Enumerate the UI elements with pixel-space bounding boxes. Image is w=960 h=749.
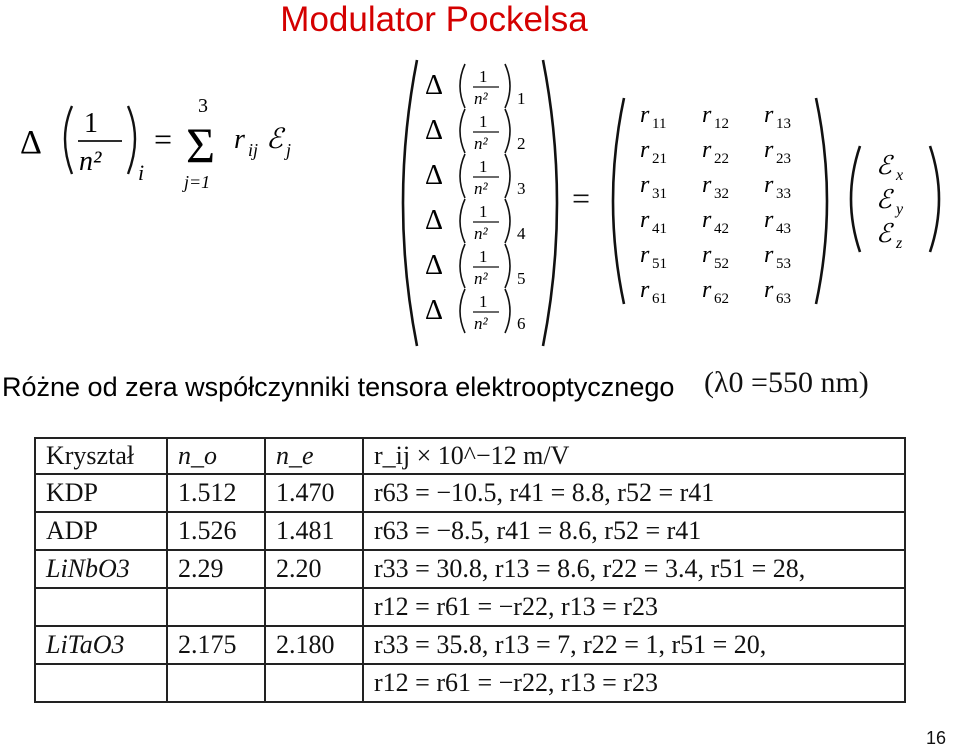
table-cell-rel: r12 = r61 = −r22, r13 = r23: [363, 588, 905, 626]
sum-symbol: Σ: [186, 117, 216, 173]
matrix-entry-r: r: [764, 242, 774, 268]
matrix-entry-index: 42: [714, 221, 729, 237]
matrix-entry-index: 61: [652, 291, 667, 306]
vector-delta: Δ: [425, 160, 444, 191]
matrix-entry-r: r: [702, 102, 712, 128]
table-cell-no: 2.29: [167, 550, 265, 588]
table-row: [35, 474, 905, 512]
table-cell-ne: 1.481: [265, 512, 363, 550]
matrix-entry-r: r: [764, 172, 774, 198]
vector-numerator: 1: [479, 157, 488, 176]
matrix-entry-r: r: [640, 102, 650, 128]
vector-index: 6: [517, 314, 526, 333]
vector-delta: Δ: [425, 250, 444, 281]
matrix-entry-index: 41: [652, 221, 667, 237]
page-number: 16: [925, 728, 946, 748]
vector-paren-right: [505, 64, 510, 108]
vector-paren-left: [460, 64, 465, 108]
matrix-entry-r: r: [764, 277, 774, 303]
table-row: [35, 550, 905, 588]
subscript-i: i: [138, 160, 145, 185]
vector-delta: Δ: [425, 115, 444, 146]
field-entry: ℰ: [876, 219, 892, 248]
vector-index: 3: [517, 179, 526, 198]
matrix-entry-r: r: [764, 207, 774, 233]
table-row: [35, 626, 905, 664]
matrix-entry-index: 11: [652, 116, 667, 132]
vector-denominator: n²: [474, 269, 488, 288]
table-cell-crystal: KDP: [35, 474, 167, 512]
vector-index: 2: [517, 134, 526, 153]
table-cell-rel: r12 = r61 = −r22, r13 = r23: [363, 664, 905, 702]
matrix-entry-r: r: [640, 277, 650, 303]
matrix-entry-r: r: [764, 137, 774, 163]
table-cell-crystal: LiTaO3: [35, 626, 167, 664]
matrix-entry-r: r: [702, 207, 712, 233]
vector-paren-right: [505, 109, 510, 153]
vector-index: 4: [517, 224, 526, 243]
sum-lower-limit: j=1: [184, 172, 211, 192]
fraction-numerator: 1: [84, 108, 98, 139]
table-cell-no: [167, 664, 265, 702]
header-rij: r_ij × 10^−12 m/V: [363, 438, 905, 474]
r-term: r: [234, 124, 245, 155]
vector-paren-left: [460, 244, 465, 288]
vector-paren-right: [505, 199, 510, 243]
pockels-equation: [14, 88, 314, 198]
vector-delta: Δ: [425, 70, 444, 101]
vector-paren-right: [505, 289, 510, 333]
vector-paren-right: [505, 154, 510, 198]
vector-numerator: 1: [479, 292, 488, 311]
table-cell-ne: 2.20: [265, 550, 363, 588]
matrix-entry-index: 51: [652, 256, 667, 272]
vector-paren-left: [460, 154, 465, 198]
field-entry-index: y: [896, 201, 904, 218]
table-cell-crystal: [35, 664, 167, 702]
table-cell-ne: [265, 664, 363, 702]
vector-numerator: 1: [479, 247, 488, 266]
table-cell-no: [167, 588, 265, 626]
matrix-entry-index: 43: [776, 221, 791, 237]
matrix-entry-index: 23: [776, 151, 791, 167]
table-cell-rel: r33 = 35.8, r13 = 7, r22 = 1, r51 = 20,: [363, 626, 905, 664]
vector-delta: Δ: [425, 295, 444, 326]
matrix-entry-index: 62: [714, 291, 729, 306]
field-term-sub: j: [286, 140, 292, 160]
matrix-equals-sign: =: [572, 180, 591, 216]
slide-title: Modulator Pockelsa: [280, 0, 588, 39]
matrix-entry-index: 52: [714, 256, 729, 272]
vector-index: 1: [517, 89, 526, 108]
matrix-entry-r: r: [702, 172, 712, 198]
delta-symbol: Δ: [20, 124, 42, 161]
table-cell-crystal: ADP: [35, 512, 167, 550]
matrix-entry-r: r: [702, 137, 712, 163]
matrix-entry-index: 63: [776, 291, 791, 306]
field-term: ℰ: [266, 124, 283, 155]
matrix-entry-r: r: [640, 242, 650, 268]
r-term-sub: ij: [248, 140, 259, 160]
field-entry-index: x: [896, 167, 904, 184]
matrix-entry-r: r: [764, 102, 774, 128]
vector-denominator: n²: [474, 224, 488, 243]
vector-denominator: n²: [474, 89, 488, 108]
matrix-entry-index: 53: [776, 256, 791, 272]
table-cell-rel: r33 = 30.8, r13 = 8.6, r22 = 3.4, r51 = 28,: [363, 550, 905, 588]
vector-denominator: n²: [474, 179, 488, 198]
field-entry: ℰ: [876, 151, 892, 180]
field-entry-index: z: [896, 235, 903, 252]
matrix-entry-r: r: [640, 172, 650, 198]
vector-denominator: n²: [474, 134, 488, 153]
matrix-entry-r: r: [702, 277, 712, 303]
vector-paren-right: [505, 244, 510, 288]
table-row: [35, 664, 905, 702]
table-cell-rel: r63 = −8.5, r41 = 8.6, r52 = r41: [363, 512, 905, 550]
table-cell-ne: [265, 588, 363, 626]
vector-paren-left: [460, 289, 465, 333]
vector-numerator: 1: [479, 112, 488, 131]
sum-upper-limit: 3: [198, 95, 208, 117]
matrix-entry-index: 33: [776, 186, 791, 202]
matrix-entry-index: 31: [652, 186, 667, 202]
wavelength-note: (λ0 =550 nm): [704, 366, 869, 399]
electrooptic-table: [34, 437, 906, 703]
matrix-entry-index: 13: [776, 116, 791, 132]
subtitle: Różne od zera współczynniki tensora elektrooptycznego: [2, 372, 675, 402]
field-vector: [846, 144, 946, 254]
header-crystal: Kryształ: [35, 438, 167, 474]
matrix-entry-r: r: [702, 242, 712, 268]
table-row: [35, 588, 905, 626]
table-cell-no: 1.512: [167, 474, 265, 512]
vector-paren-left: [460, 109, 465, 153]
table-cell-ne: 2.180: [265, 626, 363, 664]
matrix-entry-r: r: [640, 137, 650, 163]
matrix-entry-index: 12: [714, 116, 729, 132]
header-ne: n_e: [265, 438, 363, 474]
vector-numerator: 1: [479, 202, 488, 221]
matrix-entry-r: r: [640, 207, 650, 233]
table-cell-crystal: [35, 588, 167, 626]
table-cell-ne: 1.470: [265, 474, 363, 512]
table-cell-no: 1.526: [167, 512, 265, 550]
table-header-row: [35, 438, 905, 474]
vector-paren-left: [460, 199, 465, 243]
header-no: n_o: [167, 438, 265, 474]
vector-denominator: n²: [474, 314, 488, 333]
fraction-denominator: n²: [79, 146, 102, 177]
delta-vector: [395, 58, 565, 348]
table-cell-crystal: LiNbO3: [35, 550, 167, 588]
equals-sign: =: [154, 121, 173, 157]
matrix-entry-index: 22: [714, 151, 729, 167]
matrix-entry-index: 32: [714, 186, 729, 202]
matrix-entry-index: 21: [652, 151, 667, 167]
vector-delta: Δ: [425, 205, 444, 236]
table-row: [35, 512, 905, 550]
vector-numerator: 1: [479, 67, 488, 86]
tensor-matrix: [608, 96, 833, 306]
table-cell-no: 2.175: [167, 626, 265, 664]
field-entry: ℰ: [876, 185, 892, 214]
vector-index: 5: [517, 269, 526, 288]
table-cell-rel: r63 = −10.5, r41 = 8.8, r52 = r41: [363, 474, 905, 512]
